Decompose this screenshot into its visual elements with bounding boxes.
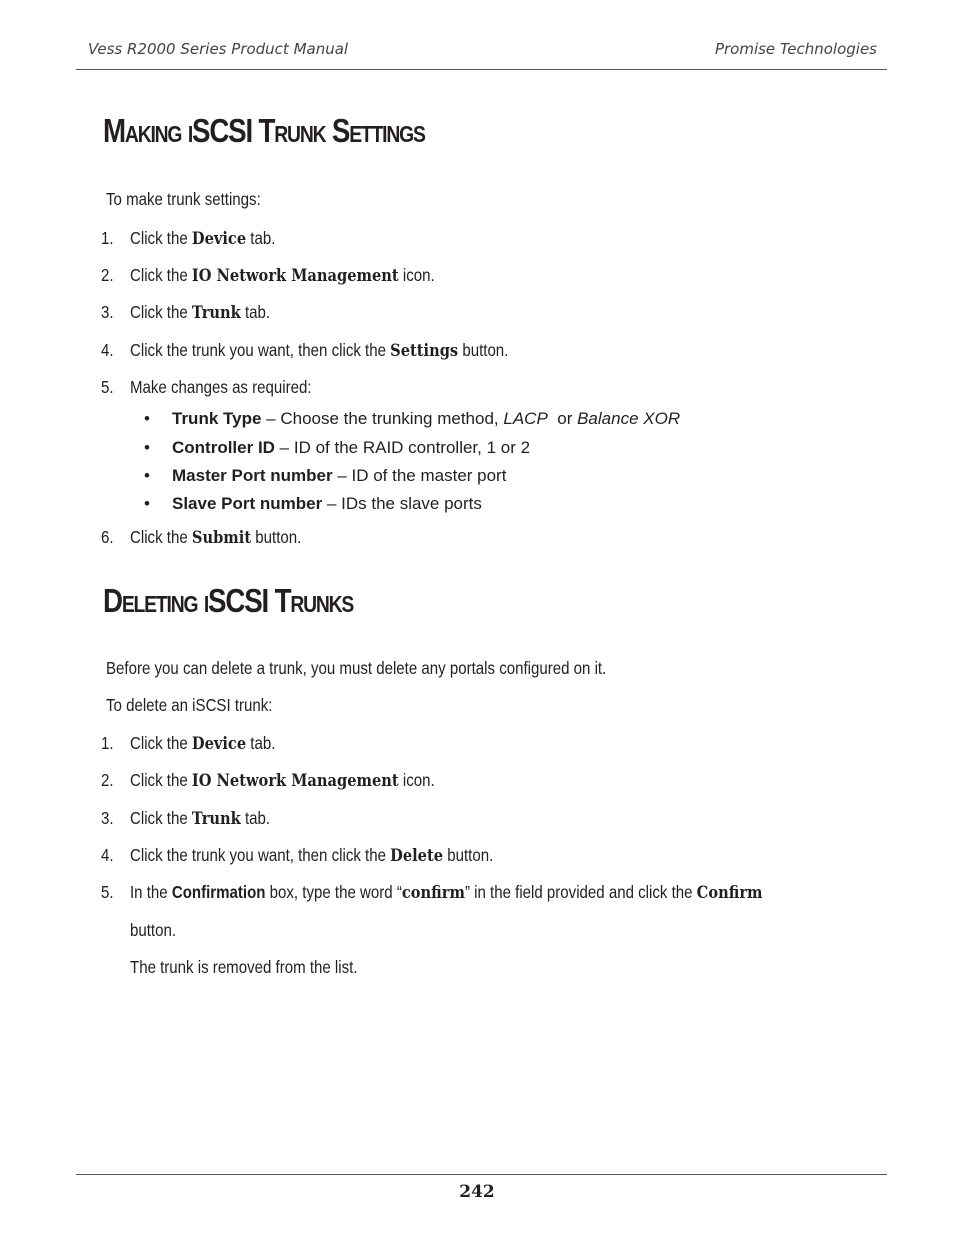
step-number: 4. bbox=[101, 340, 114, 360]
header-divider bbox=[76, 69, 887, 70]
step-text: Click the Submit button. bbox=[130, 527, 302, 548]
section-heading-trunk-settings: Making iSCSI Trunk Settings bbox=[103, 112, 425, 149]
section2-note: Before you can delete a trunk, you must delete any portals configured on it. bbox=[106, 658, 607, 678]
step-number: 2. bbox=[101, 265, 114, 285]
section1-intro: To make trunk settings: bbox=[106, 189, 261, 209]
step-text: Click the trunk you want, then click the Settings button. bbox=[130, 340, 509, 361]
running-header-company: Promise Technologies bbox=[714, 40, 877, 58]
step-number: 1. bbox=[101, 733, 114, 753]
step-number: 3. bbox=[101, 808, 114, 828]
section2-result: The trunk is removed from the list. bbox=[130, 957, 358, 977]
bullet-marker: • bbox=[144, 494, 150, 513]
footer-divider bbox=[76, 1174, 887, 1175]
step-number: 1. bbox=[101, 228, 114, 248]
section2-intro: To delete an iSCSI trunk: bbox=[106, 695, 273, 715]
bullet-text: Trunk Type – Choose the trunking method, LACP or Balance XOR bbox=[172, 409, 681, 428]
step-text-continuation: button. bbox=[130, 920, 177, 940]
bullet-text: Master Port number – ID of the master port bbox=[172, 466, 507, 485]
step-text: Click the IO Network Management icon. bbox=[130, 770, 435, 791]
bullet-marker: • bbox=[144, 466, 150, 485]
bullet-marker: • bbox=[144, 409, 150, 428]
step-number: 5. bbox=[101, 377, 114, 397]
step-text: Make changes as required: bbox=[130, 377, 312, 397]
bullet-marker: • bbox=[144, 438, 150, 457]
step-text: In the Confirmation box, type the word “confirm” in the field provided and click the Confirm bbox=[130, 882, 763, 903]
step-number: 6. bbox=[101, 527, 114, 547]
step-number: 2. bbox=[101, 770, 114, 790]
running-header-title: Vess R2000 Series Product Manual bbox=[88, 40, 349, 58]
step-number: 5. bbox=[101, 882, 114, 902]
step-text: Click the Trunk tab. bbox=[130, 302, 271, 323]
bullet-text: Controller ID – ID of the RAID controller, 1 or 2 bbox=[172, 438, 531, 457]
page-number: 242 bbox=[459, 1182, 495, 1202]
step-text: Click the Trunk tab. bbox=[130, 808, 271, 829]
step-text: Click the trunk you want, then click the Delete button. bbox=[130, 845, 494, 866]
step-text: Click the IO Network Management icon. bbox=[130, 265, 435, 286]
step-text: Click the Device tab. bbox=[130, 228, 276, 249]
step-text: Click the Device tab. bbox=[130, 733, 276, 754]
bullet-text: Slave Port number – IDs the slave ports bbox=[172, 494, 482, 513]
section-heading-deleting-trunks: Deleting iSCSI Trunks bbox=[103, 582, 354, 619]
step-number: 4. bbox=[101, 845, 114, 865]
step-number: 3. bbox=[101, 302, 114, 322]
